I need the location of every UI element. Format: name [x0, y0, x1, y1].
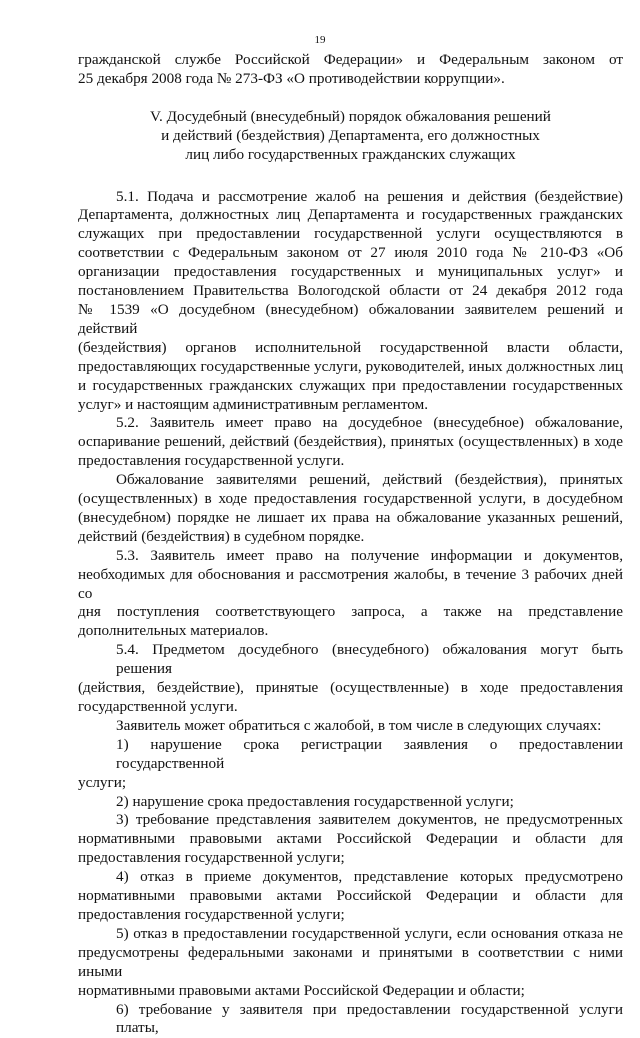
text-line: нормативными правовыми актами Российской Федерации и области для — [78, 887, 623, 906]
text-line: предоставления государственной услуги; — [78, 849, 623, 868]
text-line: оспаривание решений, действий (бездействия), принятых (осуществленных) в ходе — [78, 433, 623, 452]
text-line: гражданской службе Российской Федерации» и Федеральным законом от — [78, 51, 623, 70]
text-line: 5.3. Заявитель имеет право на получение информации и документов, — [78, 547, 623, 566]
text-line: услуги; — [78, 774, 623, 793]
text-line: 5.4. Предметом досудебного (внесудебного) обжалования могут быть решения — [78, 641, 623, 679]
text-line: 5) отказ в предоставлении государственной услуги, если основания отказа не — [78, 925, 623, 944]
text-line: предоставляющих государственные услуги, руководителей, иных должностных лиц — [78, 358, 623, 377]
text-line: 25 декабря 2008 года № 273-ФЗ «О противодействии коррупции». — [78, 70, 623, 89]
text-line: Департамента, должностных лиц Департамента и государственных гражданских — [78, 206, 623, 225]
text-line: Заявитель может обратиться с жалобой, в том числе в следующих случаях: — [78, 717, 623, 736]
text-line: (действия, бездействие), принятые (осуществленные) в ходе предоставления — [78, 679, 623, 698]
section-title-line: и действий (бездействия) Департамента, его должностных — [78, 127, 623, 146]
text-line: 6) требование у заявителя при предоставлении государственной услуги платы, — [78, 1001, 623, 1038]
text-line: предоставления государственной услуги. — [78, 452, 623, 471]
document-body — [78, 51, 623, 1038]
text-line: служащих при предоставлении государственной услуги осуществляются в — [78, 225, 623, 244]
text-line: предоставления государственной услуги; — [78, 906, 623, 925]
text-line: постановлением Правительства Вологодской области от 24 декабря 2012 года — [78, 282, 623, 301]
text-line: Обжалование заявителями решений, действий (бездействия), принятых — [78, 471, 623, 490]
section-title-line: лиц либо государственных гражданских служащих — [78, 146, 623, 165]
text-line: (осуществленных) в ходе предоставления государственной услуги, в досудебном — [78, 490, 623, 509]
text-line: дополнительных материалов. — [78, 622, 623, 641]
text-line: необходимых для обоснования и рассмотрения жалобы, в течение 3 рабочих дней со — [78, 566, 623, 604]
text-line: организации предоставления государственных и муниципальных услуг» и — [78, 263, 623, 282]
text-line: 3) требование представления заявителем документов, не предусмотренных — [78, 811, 623, 830]
text-line: и государственных гражданских служащих при предоставлении государственных — [78, 377, 623, 396]
page-number: 19 — [0, 34, 640, 47]
section-title-line: V. Досудебный (внесудебный) порядок обжалования решений — [78, 108, 623, 127]
text-line: 1) нарушение срока регистрации заявления о предоставлении государственной — [78, 736, 623, 774]
text-line: предусмотрены федеральными законами и принятыми в соответствии с ними иными — [78, 944, 623, 982]
text-line: (внесудебном) порядке не лишает их права на обжалование указанных решений, — [78, 509, 623, 528]
text-line: дня поступления соответствующего запроса, а также на представление — [78, 603, 623, 622]
text-line: нормативными правовыми актами Российской Федерации и области; — [78, 982, 623, 1001]
text-line: действий (бездействия) в судебном порядке. — [78, 528, 623, 547]
text-line: 5.2. Заявитель имеет право на досудебное (внесудебное) обжалование, — [78, 414, 623, 433]
text-line: 2) нарушение срока предоставления государственной услуги; — [78, 793, 623, 812]
text-line: нормативными правовыми актами Российской Федерации и области для — [78, 830, 623, 849]
text-line: соответствии с Федеральным законом от 27 июля 2010 года № 210-ФЗ «Об — [78, 244, 623, 263]
text-line: 5.1. Подача и рассмотрение жалоб на решения и действия (бездействие) — [78, 188, 623, 207]
text-line: (бездействия) органов исполнительной государственной власти области, — [78, 339, 623, 358]
text-line: государственной услуги. — [78, 698, 623, 717]
text-line: услуг» и настоящим административным регламентом. — [78, 396, 623, 415]
text-line: 4) отказ в приеме документов, представление которых предусмотрено — [78, 868, 623, 887]
text-line: № 1539 «О досудебном (внесудебном) обжаловании заявителем решений и действий — [78, 301, 623, 339]
